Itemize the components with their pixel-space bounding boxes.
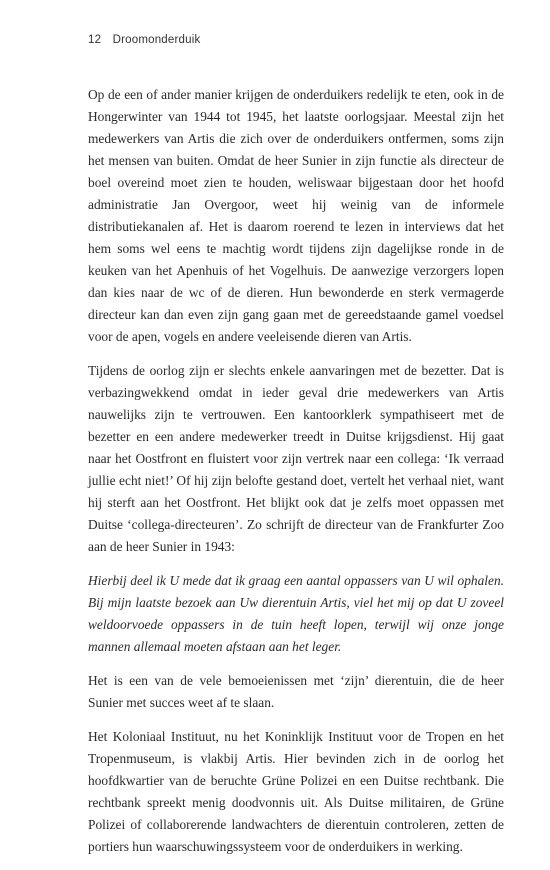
page-number: 12 [88, 34, 102, 46]
running-title: Droomonderduik [112, 34, 201, 46]
paragraph: Tijdens de oorlog zijn er slechts enkele aanvaringen met de bezetter. Dat is verbazingwekkend omdat in ieder geval drie medewerkers van Artis nauwelijks zijn te vertrouwen. Een kantoorklerk sympathiseert met de bezetter en een andere medewerker treedt in Duitse krijgsdienst. Hij gaat naar het Oostfront en fluistert voor zijn vertrek naar een collega: ‘Ik verraad jullie echt niet!’ Of hij zijn belofte gestand doet, vertelt het verhaal niet, want hij sterft aan het Oostfront. Het blijkt ook dat je zelfs moet oppassen met Duitse ‘collega-directeuren’. Zo schrijft de directeur van de Frankfurter Zoo aan de heer Sunier in 1943: [88, 363, 504, 554]
paragraph: Het is een van de vele bemoeienissen met ‘zijn’ dierentuin, die de heer Sunier met succes weet af te slaan. [88, 673, 504, 710]
running-header [88, 34, 200, 46]
body-text [88, 84, 504, 870]
paragraph: Het Koloniaal Instituut, nu het Koninklijk Instituut voor de Tropen en het Tropenmuseum, is vlakbij Artis. Hier bevinden zich in de oorlog het hoofdkwartier van de beruchte Grüne Polizei en een Duitse rechtbank. Die rechtbank spreekt menig doodvonnis uit. Als Duitse militairen, de Grüne Polizei of collaborerende landwachters de dierentuin controleren, zetten de portiers hun waarschuwingssysteem voor de onderduikers in werking. [88, 729, 504, 854]
paragraph: Op de een of ander manier krijgen de onderduikers redelijk te eten, ook in de Hongerwinter van 1944 tot 1945, het laatste oorlogsjaar. Meestal zijn het medewerkers van Artis die zich over de onderduikers ontfermen, soms zijn het mensen van buiten. Omdat de heer Sunier in zijn functie als directeur de boel overeind moet zien te houden, weliswaar bijgestaan door het hoofd administratie Jan Overgoor, weet hij weinig van de informele distributiekanalen af. Het is daarom roerend te lezen in interviews dat het hem soms wel eens te machtig wordt tijdens zijn dagelijkse ronde in de keuken van het Apenhuis of het Vogelhuis. De aanwezige verzorgers lopen dan kies naar de wc of de dieren. Hun bewonderde en sterk vermagerde directeur kan dan even zijn gang gaan met de gereedstaande gamel voedsel voor de apen, vogels en andere veeleisende dieren van Artis. [88, 87, 504, 344]
block-quote: Hierbij deel ik U mede dat ik graag een aantal oppassers van U wil ophalen. Bij mijn laatste bezoek aan Uw dierentuin Artis, viel het mij op dat U zoveel weldoorvoede oppassers in de tuin heeft lopen, terwijl wij onze jonge mannen allemaal moeten afstaan aan het leger. [88, 573, 504, 654]
